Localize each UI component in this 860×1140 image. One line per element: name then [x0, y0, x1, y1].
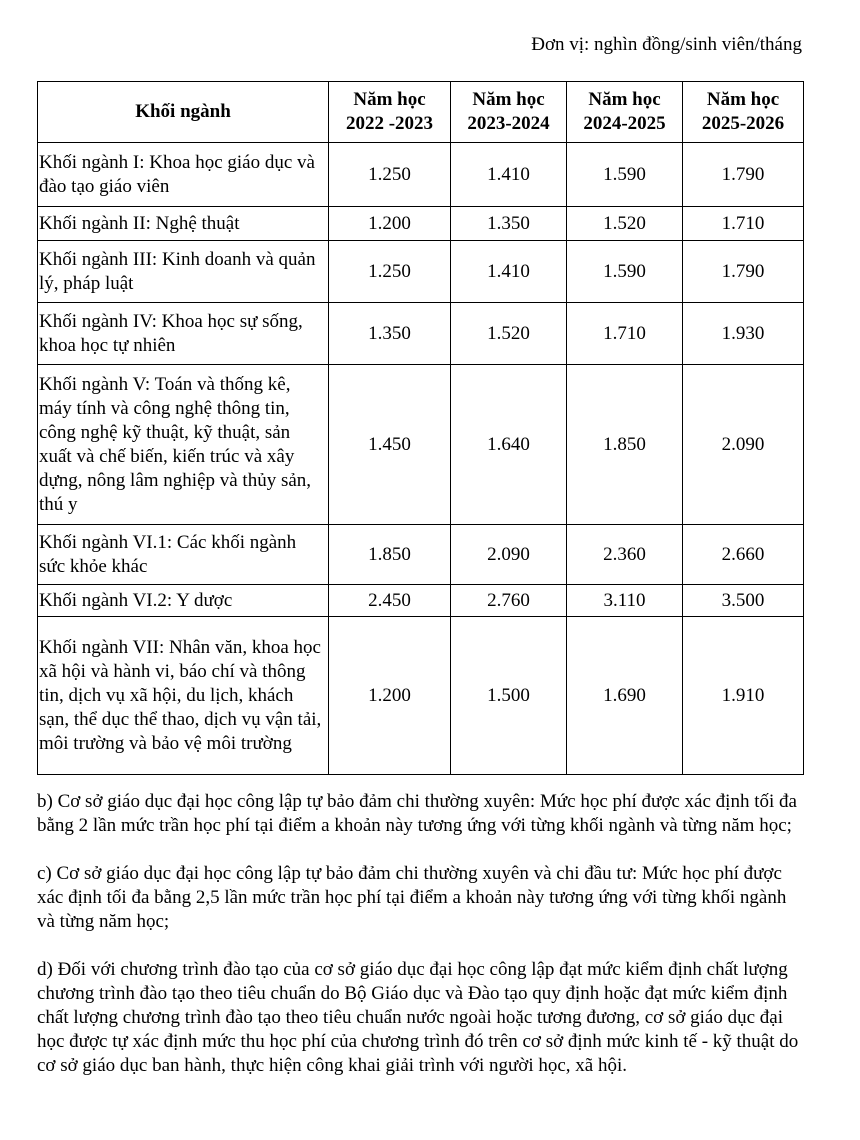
- row-group-name: Khối ngành VII: Nhân văn, khoa học xã hội và hành vi, báo chí và thông tin, dịch vụ xã hội, du lịch, khách sạn, thể dục thể thao, dịch vụ vận tải, môi trường và bảo vệ môi trường: [38, 617, 329, 775]
- header-year-label: Năm học: [472, 89, 545, 110]
- row-value: 1.850: [329, 525, 451, 585]
- row-value: 1.790: [683, 143, 804, 207]
- row-value: 1.640: [451, 365, 567, 525]
- header-year-range: 2024-2025: [583, 113, 666, 134]
- header-year-range: 2022 -2023: [345, 113, 434, 134]
- row-value: 1.790: [683, 241, 804, 303]
- header-year-label: Năm học: [353, 89, 426, 110]
- row-value: 2.450: [329, 585, 451, 617]
- row-value: 1.850: [567, 365, 683, 525]
- row-value: 1.710: [683, 207, 804, 241]
- row-group-name: Khối ngành III: Kinh doanh và quản lý, pháp luật: [38, 241, 329, 303]
- header-year: [683, 82, 804, 143]
- body-text: [37, 790, 803, 1078]
- row-value: 1.410: [451, 241, 567, 303]
- row-value: 1.500: [451, 617, 567, 775]
- row-value: 2.360: [567, 525, 683, 585]
- row-value: 1.350: [329, 303, 451, 365]
- header-year: [329, 82, 451, 143]
- row-value: 2.090: [683, 365, 804, 525]
- row-value: 2.090: [451, 525, 567, 585]
- row-value: 2.660: [683, 525, 804, 585]
- table-row: [38, 585, 804, 617]
- header-year-range: 2023-2024: [467, 113, 550, 134]
- row-value: 1.710: [567, 303, 683, 365]
- row-group-name: Khối ngành I: Khoa học giáo dục và đào tạo giáo viên: [38, 143, 329, 207]
- row-value: 1.250: [329, 241, 451, 303]
- header-group: Khối ngành: [38, 82, 329, 143]
- header-year-label: Năm học: [706, 89, 780, 110]
- header-year-range: 2025-2026: [701, 113, 785, 134]
- row-group-name: Khối ngành V: Toán và thống kê, máy tính và công nghệ thông tin, công nghệ kỹ thuật, kỹ thuật, sản xuất và chế biến, kiến trúc và xây dựng, nông lâm nghiệp và thủy sản, thú y: [38, 365, 329, 525]
- row-value: 2.760: [451, 585, 567, 617]
- row-value: 1.200: [329, 617, 451, 775]
- row-value: 1.930: [683, 303, 804, 365]
- row-value: 1.200: [329, 207, 451, 241]
- row-value: 1.520: [567, 207, 683, 241]
- row-value: 1.690: [567, 617, 683, 775]
- table-row: [38, 143, 804, 207]
- paragraph-d: d) Đối với chương trình đào tạo của cơ sở giáo dục đại học công lập đạt mức kiểm định chất lượng chương trình đào tạo theo tiêu chuẩn do Bộ Giáo dục và Đào tạo quy định hoặc đạt mức kiểm định chất lượng chương trình đào tạo theo tiêu chuẩn nước ngoài hoặc tương đương, cơ sở giáo dục đại học được tự xác định mức thu học phí của chương trình đó trên cơ sở định mức kinh tế - kỹ thuật do cơ sở giáo dục ban hành, thực hiện công khai giải trình với người học, xã hội.: [37, 959, 799, 1076]
- row-value: 1.350: [451, 207, 567, 241]
- table-row: [38, 241, 804, 303]
- row-value: 3.110: [567, 585, 683, 617]
- unit-note: Đơn vị: nghìn đồng/sinh viên/tháng: [531, 34, 802, 55]
- row-value: 1.910: [683, 617, 804, 775]
- row-group-name: Khối ngành II: Nghệ thuật: [38, 207, 329, 241]
- header-year: [567, 82, 683, 143]
- table-row: [38, 207, 804, 241]
- header-year: [451, 82, 567, 143]
- row-value: 1.250: [329, 143, 451, 207]
- row-value: 1.410: [451, 143, 567, 207]
- row-value: 1.590: [567, 241, 683, 303]
- tuition-table: [37, 81, 804, 775]
- paragraph-b: b) Cơ sở giáo dục đại học công lập tự bảo đảm chi thường xuyên: Mức học phí được xác định tối đa bằng 2 lần mức trần học phí tại điểm a khoản này tương ứng với từng khối ngành và từng năm học;: [37, 791, 797, 836]
- row-group-name: Khối ngành IV: Khoa học sự sống, khoa học tự nhiên: [38, 303, 329, 365]
- row-value: 1.520: [451, 303, 567, 365]
- row-value: 3.500: [683, 585, 804, 617]
- row-value: 1.590: [567, 143, 683, 207]
- table-row: [38, 525, 804, 585]
- table-row: [38, 617, 804, 775]
- table-row: [38, 303, 804, 365]
- table-row: [38, 365, 804, 525]
- row-group-name: Khối ngành VI.2: Y dược: [38, 585, 329, 617]
- header-year-label: Năm học: [588, 89, 661, 110]
- row-group-name: Khối ngành VI.1: Các khối ngành sức khỏe khác: [38, 525, 329, 585]
- table-header-row: [38, 82, 804, 143]
- row-value: 1.450: [329, 365, 451, 525]
- paragraph-c: c) Cơ sở giáo dục đại học công lập tự bảo đảm chi thường xuyên và chi đầu tư: Mức học phí được xác định tối đa bằng 2,5 lần mức trần học phí tại điểm a khoản này tương ứng với từng khối ngành và từng năm học;: [37, 863, 787, 932]
